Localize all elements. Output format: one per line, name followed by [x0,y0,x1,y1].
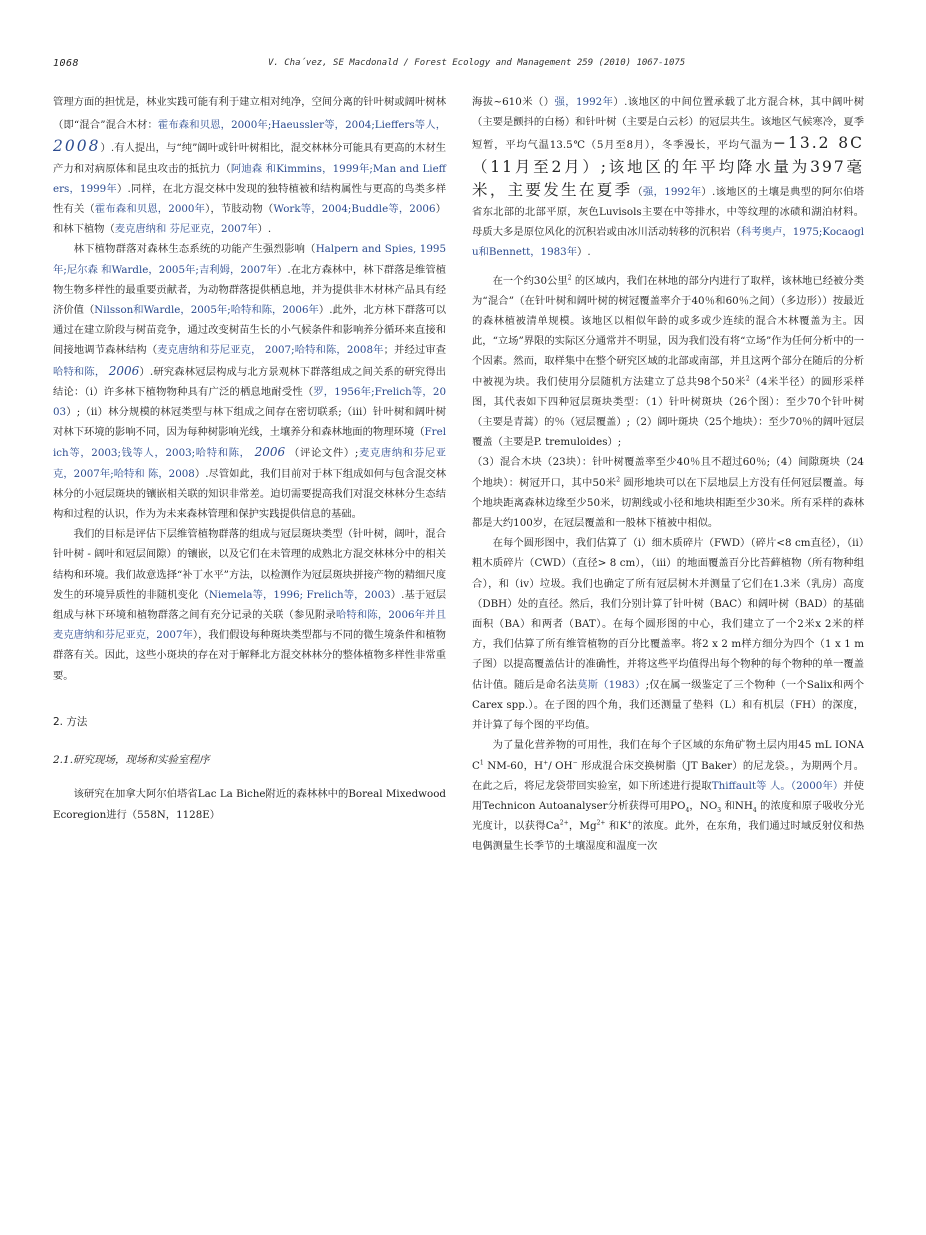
enlarged-text: −13.2 8C（11月至2月）;该地区的年平均降水量为397毫米，主要发生在夏季 [472,134,864,199]
citation-link[interactable]: 麦克唐纳和芬尼亚克， 2007;哈特和陈，2008年 [157,344,384,357]
page-number: 1068 [53,58,80,69]
citation-link[interactable]: 强，1992年 [554,96,614,108]
section-heading: 2. 方法 [53,715,88,728]
paragraph: 林下植物群落对森林生态系统的功能产生强烈影响（Halpern and Spies, 1995年;尼尔森 和Wardle，2005年;吉利姆，2007年）.在北方森林中，林下群落是维管植物生物多样性的最重要贡献者，为动物群落提供栖息地，并为提供非木材林产品具有经济价值（Nilsson和Wardle，2005年;哈特和陈，2006年）.此外，北方林下群落可以通过在建立阶段与树苗竞争，通过改变树苗生长的小气候条件和影响养分循环来直接和间接地调节森林结构（麦克唐纳和芬尼亚克， 2007;哈特和陈，2008年；并经过审查哈特和陈， 2006）.研究森林冠层构成与北方景观林下群落组成之间关系的研究得出结论：（i）许多林下植物物种具有广泛的栖息地耐受性（罗，1956年;Frelich等，2003）;（ii）林分规模的林冠类型与林下组成之间存在密切联系;（iii）针叶树和阔叶树对林下环境的影响不同，因为每种树影响光线，土壤养分和森林地面的物理环境（Frelich等，2003;钱等人，2003;哈特和陈， 2006 （评论文件）;麦克唐纳和芬尼亚克，2007年;哈特和 陈，2008）.尽管如此，我们目前对于林下组成如何与包含混交林林分的小冠层斑块的镶嵌相关联的知识非常差。迫切需要提高我们对混交林林分生态结构和过程的认识，作为为未来森林管理和保护实践提供信息的基础。 [53,243,447,521]
citation-link[interactable]: 阿迪森 和Kimmins，1999年;Man and Lieffers，1999年 [53,162,446,195]
paragraph: 海拔~610米（）强，1992年）.该地区的中间位置承载了北方混合林，其中阔叶树（主要是颤抖的白杨）和针叶树（主要是白云杉）的冠层共生。该地区气候寒冷，夏季短暂，平均气温13.5℃（5月至8月），冬季漫长，平均气温为−13.2 8C（11月至2月）;该地区的年平均降水量为397毫米，主要发生在夏季（强，1992年）.该地区的土壤是典型的阿尔伯塔省东北部的北部平原，灰色Luvisols主要在中等排水，中等纹理的冰碛和湖泊材料。母质大多是原位风化的沉积岩或由冰川活动转移的沉积岩（科考奥卢，1975;Kocaoglu和Bennett，1983年）. [472,96,865,259]
left-column [53,92,446,825]
citation-link[interactable]: Niemela等，1996; Frelich等，2003 [208,588,391,601]
paragraph: 在每个圆形图中，我们估算了（i）细木质碎片（FWD）（碎片<8 cm直径），（ii）粗木质碎片（CWD）（直径> 8 cm），（iii）的地面覆盖百分比苔藓植物（所有物种组合），和（iv）垃圾。我们也确定了所有冠层树木并测量了它们在1.3米（乳房）高度（DBH）处的直径。然后，我们分别计算了针叶树（BAC）和阔叶树（BAD）的基础面积（BA）和两者（BAT）。在每个圆形图的中心，我们建立了一个2米x 2米的样方，我们估算了所有维管植物的百分比覆盖率。将2 x 2 m样方细分为四个（1 x 1 m子图）以提高覆盖估计的准确性，并将这些平均值得出每个物种的每个物种的单一覆盖估计值。随后是命名法莫斯（1983）;仅在属一级鉴定了三个物种（一个Salix和两个Carex spp.）。在子图的四个角，我们还测量了垫料（L）和有机层（FH）的深度，并计算了每个图的平均值。 [472,537,864,732]
citation-link[interactable]: 强，1992年 [643,185,702,198]
citation-link[interactable]: Nilsson和Wardle，2005年;哈特和陈，2006年 [94,304,319,317]
citation-link[interactable]: 科考奥卢，1975;Kocaoglu和Bennett，1983年 [472,226,865,259]
running-header: V. Cha´vez, SE Macdonald / Forest Ecology and Management 259 (2010) 1067-1075 [268,58,686,68]
citation-link[interactable]: 2006 [254,445,286,460]
citation-link[interactable]: 莫斯（1983） [577,678,646,691]
paragraph: 为了量化营养物的可用性，我们在每个子区域的东角矿物土层内用45 mL IONAC$^1$ NM-60，H+/ OH− 形成混合床交换树脂（JT Baker）的尼龙袋。，为期两个月。在此之后，将尼龙袋带回实验室，如下所述进行提取Thiffault等 人。（2000年）并使用Technicon Autoanalyser分析获得可用$PO_4$，$NO_3$ 和$NH_4$ 的浓度和原子吸收分光光度计，以获得$Ca^{2+}$，$Mg^{2+}$ 和K+的浓度。此外，在东角，我们通过时域反射仪和热电偶测量生长季节的土壤湿度和温度一次 [472,739,865,853]
citation-link[interactable]: Halpern and Spies, 1995年;尼尔森 和Wardle，2005年;吉利姆，2007年 [53,243,446,276]
paragraph: 管理方面的担忧是，林业实践可能有利于建立相对纯净，空间分离的针叶树或阔叶树林（即“混合”混合木材：霍布森和贝恩，2000年;Haeussler等，2004;Lieffers等人， 2008）.有人提出，与“纯”阔叶或针叶树相比，混交林林分可能具有更高的木材生产力和对病原体和昆虫攻击的抵抗力（阿迪森 和Kimmins，1999年;Man and Lieffers，1999年）.同样，在北方混交林中发现的独特植被和结构属性与更高的鸟类多样性有关（霍布森和贝恩，2000年），节肢动物（Work等，2004;Buddle等，2006）和林下植物（麦克唐纳和 芬尼亚克，2007年）. [53,96,446,236]
citation-link[interactable]: 麦克唐纳和芬尼亚克，2007年;哈特和 陈，2008 [53,447,446,480]
citation-link[interactable]: 哈特和陈， [53,365,109,378]
paragraph: （3）混合木块（23块）：针叶树覆盖率至少40％且不超过60％;（4）间隙斑块（24个地块）：树冠开口，其中50米$^2$ 圆形地块可以在下层地层上方没有任何冠层覆盖。每个地块距离森林边缘至少50米，切割线或小径和地块相距至少30米。所有采样的森林都是大约100岁，在冠层覆盖和一般林下植被中相似。 [472,456,865,530]
citation-link[interactable]: 霍布森和贝恩，2000年 [94,203,206,216]
citation-link[interactable]: 霍布森和贝恩，2000年;Haeussler等，2004;Lieffers等人， [157,119,446,132]
paragraph: 该研究在加拿大阿尔伯塔省Lac La Biche附近的森林林中的Boreal Mixedwood Ecoregion进行（558N，1128E） [53,788,446,821]
citation-link[interactable]: 哈特和陈，2006年并且麦克唐纳和芬尼亚克，2007年 [53,609,446,642]
citation-link[interactable]: 罗，1956年;Frelich等，2003 [53,385,446,419]
citation-link[interactable]: 2006 [108,363,140,378]
citation-link[interactable]: Thiffault等 人。（2000年） [711,779,844,792]
citation-link[interactable]: 麦克唐纳和 芬尼亚克，2007年 [114,223,258,236]
citation-link[interactable]: 2008 [53,137,101,156]
paragraph: 在一个约30公里$^2$ 的区域内，我们在林地的部分内进行了取样，该林地已经被分类为“混合”（在针叶树和阔叶树的树冠覆盖率介于40％和60％之间）（多边形））按最近的森林植被清单规模。该地区以相似年龄的或多或少连续的混合木林覆盖为主。因此，“立场”界限的实际区分通常并不明显，因为我们没有将“立场”作为任何分析中的一个因素。然而，取样集中在整个研究区域的北部或南部，并且这两个部分在随后的分析中被视为块。我们使用分层随机方法建立了总共98个50米$^2$（4米半径）的圆形采样图，其代表如下四种冠层斑块类型：（1）针叶树斑块（26个图）：至少70个针叶树（主要是青蒿）的％（冠层覆盖）;（2）阔叶斑块（25个地块）：至少70％的阔叶冠层覆盖（主要是P. tremuloides）; [472,274,864,449]
right-column [472,92,864,857]
subsection-heading: 2.1.研究现场，现场和实验室程序 [53,754,210,767]
citation-link[interactable]: Work等，2004;Buddle等，2006 [273,203,436,216]
paragraph: 我们的目标是评估下层维管植物群落的组成与冠层斑块类型（针叶树，阔叶，混合针叶树 - 阔叶和冠层间隙）的镶嵌，以及它们在未管理的成熟北方混交林林分中的相关结构和环境。我们故意选择“补丁水平”方法，以检测作为冠层斑块拼接产物的精细尺度发生的环境异质性的非随机变化（Niemela等，1996; Frelich等，2003）.基于冠层组成与林下环境和植物群落之间有充分记录的关联（参见附录哈特和陈，2006年并且麦克唐纳和芬尼亚克，2007年），我们假设每种斑块类型都与不同的微生境条件和植物群落有关。因此，这些小斑块的存在对于解释北方混交林林分的整体植物多样性非常重要。 [53,528,447,682]
citation-link[interactable]: Frelich等，2003;钱等人，2003;哈特和陈， [53,426,446,460]
